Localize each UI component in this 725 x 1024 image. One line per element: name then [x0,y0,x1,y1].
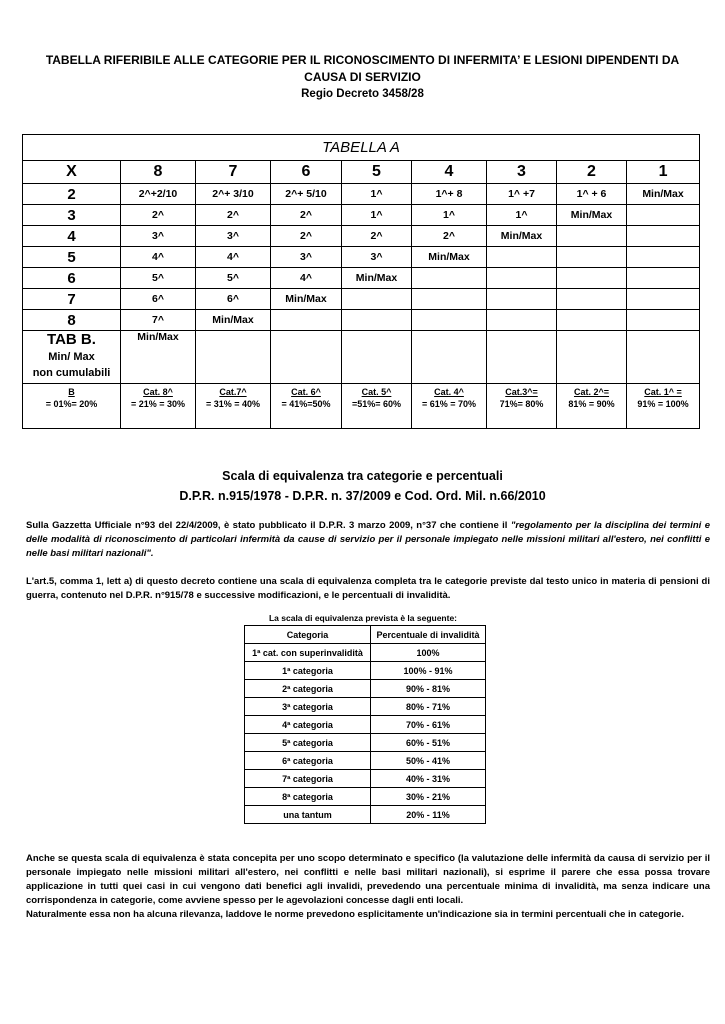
table-cell: 5^ [196,268,271,289]
table-row [23,184,700,205]
table-cell [627,268,700,289]
table-row [245,716,486,734]
equivalence-category: 6ª categoria [245,752,371,770]
percentage-row [23,384,700,429]
percentage-range: =51%= 60% [351,399,402,409]
header-cell: 8 [121,161,196,184]
header-cell: X [23,161,121,184]
table-cell: 2^+2/10 [121,184,196,205]
equivalence-percent: 90% - 81% [371,680,486,698]
table-row [245,788,486,806]
tabella-a-header-row [23,161,700,184]
table-cell [342,310,412,331]
percentage-cell [412,384,487,429]
table-cell: Min/Max [487,226,557,247]
equivalence-category: 5ª categoria [245,734,371,752]
table-cell [557,310,627,331]
table-cell [487,331,557,384]
tab-b-label-cell [23,331,121,384]
percentage-range: = 21% = 30% [130,399,186,409]
table-cell: 3^ [342,247,412,268]
percentage-cell [487,384,557,429]
table-cell: 2^ [412,226,487,247]
percentage-range: 91% = 100% [637,399,689,409]
table-cell [196,331,271,384]
table-row [245,698,486,716]
tab-b-label: TAB B. [47,331,96,348]
equivalence-category: 2ª categoria [245,680,371,698]
percentage-range: = 41%=50% [281,399,331,409]
table-cell [487,310,557,331]
table-cell: 2^ [121,205,196,226]
percentage-range: = 01%= 20% [45,399,98,409]
header-cell: 4 [412,161,487,184]
document-title [30,52,695,103]
tab-b-value: Min/Max [121,331,196,384]
percentage-category: Cat. 8^ [143,387,173,397]
table-row [23,310,700,331]
table-cell [412,268,487,289]
table-cell: 1^ [487,205,557,226]
paragraph-1 [26,519,710,561]
table-row [245,770,486,788]
tab-b-note-2: non cumulabili [32,367,111,379]
table-cell [412,310,487,331]
percentage-cell [627,384,700,429]
table-cell [487,247,557,268]
table-cell [271,310,342,331]
table-cell [627,289,700,310]
table-row [245,806,486,824]
equivalence-table [244,625,486,824]
equivalence-header-percent: Percentuale di invalidità [371,626,486,644]
table-cell: 2^+ 5/10 [271,184,342,205]
table-cell: 5^ [121,268,196,289]
tabella-a [22,134,700,429]
equivalence-percent: 100% [371,644,486,662]
equivalence-percent: 50% - 41% [371,752,486,770]
percentage-category: Cat. 5^ [361,387,392,397]
percentage-cell [557,384,627,429]
row-label-cell: 4 [23,226,121,247]
table-row [245,662,486,680]
table-cell: 3^ [271,247,342,268]
title-line-2: CAUSA DI SERVIZIO [304,70,421,84]
table-cell: 7^ [121,310,196,331]
equivalence-header-row [245,626,486,644]
tabella-a-title: TABELLA A [23,135,700,161]
table-cell: 2^+ 3/10 [196,184,271,205]
table-cell [557,226,627,247]
table-row [245,752,486,770]
table-cell: 1^ + 6 [557,184,627,205]
row-label-cell: 5 [23,247,121,268]
table-cell: Min/Max [412,247,487,268]
table-row [245,734,486,752]
table-cell [627,247,700,268]
equivalence-percent: 60% - 51% [371,734,486,752]
table-cell: 3^ [196,226,271,247]
equivalence-percent: 30% - 21% [371,788,486,806]
paragraph-2: L'art.5, comma 1, lett a) di questo decreto contiene una scala di equivalenza completa tra le categorie previste dal testo unico in materia di pensioni di guerra, contenuto nel D.P.R. n°915/78 e successive modificazioni, e le percentuali di invalidità. [26,576,710,601]
tab-b-note-1: Min/ Max [48,351,95,363]
equivalence-category: 7ª categoria [245,770,371,788]
table-row [23,247,700,268]
table-cell [412,289,487,310]
paragraph-3-text: Anche se questa scala di equivalenza è stata concepita per uno scopo determinato e specifico (la valutazione delle infermità da causa di servizio per il personale impiegato nelle missioni militari all'estero, nei conflitti e nelle basi militari nazionali), si esprime il parere che essa possa trovare applicazione in tutti quei casi in cui vengono dati benefici agli invalidi, prevedendo una percentuale minima di invalidità, ma senza indicare una corrispondenza in categorie, come avviene spesso per le agevolazioni concesse dagli enti locali. [26,853,710,906]
header-cell: 5 [342,161,412,184]
table-cell [627,310,700,331]
table-row [23,226,700,247]
table-row [245,680,486,698]
header-cell: 3 [487,161,557,184]
table-cell [557,268,627,289]
paragraph-3 [26,852,710,922]
table-cell: Min/Max [627,184,700,205]
percentage-cell [23,384,121,429]
table-cell [487,289,557,310]
header-cell: 6 [271,161,342,184]
percentage-range: 71%= 80% [499,399,544,409]
paragraph-4-text: Naturalmente essa non ha alcuna rilevanza, laddove le norme prevedono esplicitamente un'indicazione sia in termini percentuali che in categorie. [26,909,684,920]
equivalence-percent: 20% - 11% [371,806,486,824]
percentage-cell [121,384,196,429]
table-cell: 1^ [342,184,412,205]
table-cell: 1^+ 8 [412,184,487,205]
equivalence-category: 3ª categoria [245,698,371,716]
row-label-cell: 7 [23,289,121,310]
table-cell: Min/Max [196,310,271,331]
table-cell: 1^ +7 [487,184,557,205]
table-row [23,289,700,310]
header-cell: 7 [196,161,271,184]
scala-title-line-1: Scala di equivalenza tra categorie e percentuali [222,469,503,483]
table-cell [271,331,342,384]
table-cell [627,205,700,226]
row-label-cell: 8 [23,310,121,331]
equivalence-percent: 70% - 61% [371,716,486,734]
scala-title-line-2: D.P.R. n.915/1978 - D.P.R. n. 37/2009 e Cod. Ord. Mil. n.66/2010 [179,489,546,503]
table-cell: 2^ [342,226,412,247]
table-row [23,205,700,226]
percentage-category: Cat. 4^ [434,387,464,397]
table-cell [557,247,627,268]
table-row [23,268,700,289]
percentage-category: Cat.3^= [505,387,538,397]
table-cell: 2^ [196,205,271,226]
title-subtitle: Regio Decreto 3458/28 [301,88,424,100]
equivalence-category: 1ª cat. con superinvalidità [245,644,371,662]
table-cell: 4^ [271,268,342,289]
table-cell: 4^ [196,247,271,268]
table-cell: 1^ [342,205,412,226]
table-cell: 2^ [271,205,342,226]
percentage-cell [342,384,412,429]
percentage-category: Cat. 2^= [573,387,610,397]
equivalence-caption: La scala di equivalenza prevista è la seguente: [268,613,458,623]
percentage-range: = 31% = 40% [205,399,261,409]
equivalence-percent: 100% - 91% [371,662,486,680]
percentage-range: = 61% = 70% [421,399,477,409]
table-cell: 2^ [271,226,342,247]
table-cell [627,226,700,247]
table-cell: 3^ [121,226,196,247]
tab-b-row [23,331,700,384]
percentage-category: Cat. 6^ [291,387,321,397]
table-cell [557,289,627,310]
table-cell: Min/Max [342,268,412,289]
table-cell [342,289,412,310]
table-cell: 1^ [412,205,487,226]
paragraph-1-quote: "regolamento per la disciplina dei termini e delle modalità di riconoscimento di particolari infermità da cause di servizio per il personale impiegato nelle missioni militari all'estero, nei conflitti e nelle basi militari nazionali". [26,520,710,559]
table-cell: Min/Max [557,205,627,226]
paragraph-1-text: Sulla Gazzetta Ufficiale n°93 del 22/4/2009, è stato pubblicato il D.P.R. 3 marzo 2009, n°37 che contiene il [26,520,511,531]
header-cell: 2 [557,161,627,184]
table-cell [557,331,627,384]
table-cell [342,331,412,384]
percentage-category: Cat. 1^ = [644,387,682,397]
percentage-cell [271,384,342,429]
equivalence-category: una tantum [245,806,371,824]
row-label-cell: 2 [23,184,121,205]
table-cell: Min/Max [271,289,342,310]
equivalence-percent: 40% - 31% [371,770,486,788]
table-cell [627,331,700,384]
header-cell: 1 [627,161,700,184]
table-row [245,644,486,662]
equivalence-percent: 80% - 71% [371,698,486,716]
table-cell: 6^ [121,289,196,310]
percentage-cell [196,384,271,429]
percentage-category: B [68,387,75,397]
percentage-range: 81% = 90% [568,399,615,409]
title-line-1: TABELLA RIFERIBILE ALLE CATEGORIE PER IL RICONOSCIMENTO DI INFERMITA’ E LESIONI DIPENDENTI DA [45,53,680,67]
table-cell [412,331,487,384]
row-label-cell: 6 [23,268,121,289]
equivalence-header-category: Categoria [245,626,371,644]
table-cell: 6^ [196,289,271,310]
equivalence-category: 1ª categoria [245,662,371,680]
table-cell [487,268,557,289]
percentage-category: Cat.7^ [219,387,247,397]
equivalence-category: 4ª categoria [245,716,371,734]
row-label-cell: 3 [23,205,121,226]
scala-title [30,466,695,506]
table-cell: 4^ [121,247,196,268]
equivalence-category: 8ª categoria [245,788,371,806]
